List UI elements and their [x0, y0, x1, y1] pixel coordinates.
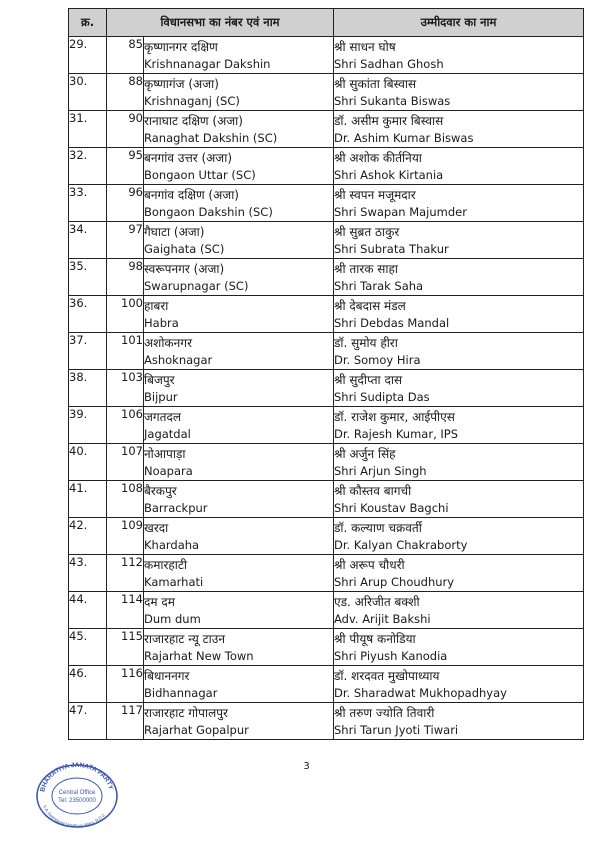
constituency-cell — [144, 592, 334, 629]
candidate-name-english: Shri Piyush Kanodia — [334, 649, 448, 663]
constituency-number: 112 — [107, 555, 144, 592]
constituency-cell — [144, 370, 334, 407]
candidate-cell — [334, 407, 584, 444]
candidate-cell — [334, 518, 584, 555]
constituency-name-english: Bongaon Dakshin (SC) — [144, 205, 273, 219]
constituency-cell — [144, 111, 334, 148]
constituency-number: 108 — [107, 481, 144, 518]
constituency-name-hindi: नोआपाड़ा — [144, 447, 186, 461]
constituency-name-hindi: दम दम — [144, 595, 175, 609]
serial-number: 36. — [69, 296, 107, 333]
constituency-cell — [144, 518, 334, 555]
serial-number: 45. — [69, 629, 107, 666]
constituency-cell — [144, 333, 334, 370]
serial-number: 32. — [69, 148, 107, 185]
candidate-name-english: Adv. Arijit Bakshi — [334, 612, 431, 626]
constituency-number: 106 — [107, 407, 144, 444]
candidate-name-hindi: श्री तरुण ज्योति तिवारी — [334, 706, 435, 720]
table-row — [69, 518, 584, 555]
constituency-name-english: Noapara — [144, 464, 193, 478]
table-row — [69, 296, 584, 333]
candidate-name-hindi: डॉ. राजेश कुमार, आईपीएस — [334, 410, 455, 424]
constituency-name-hindi: खरदा — [144, 521, 169, 535]
table-row — [69, 37, 584, 74]
candidate-cell — [334, 185, 584, 222]
candidate-name-english: Dr. Sharadwat Mukhopadhyay — [334, 686, 507, 700]
constituency-number: 115 — [107, 629, 144, 666]
constituency-cell — [144, 185, 334, 222]
candidate-name-hindi: श्री कौस्तव बागची — [334, 484, 412, 498]
candidate-name-english: Dr. Rajesh Kumar, IPS — [334, 427, 459, 441]
constituency-cell — [144, 296, 334, 333]
serial-number: 37. — [69, 333, 107, 370]
constituency-name-english: Habra — [144, 316, 179, 330]
table-row — [69, 370, 584, 407]
constituency-name-english: Rajarhat Gopalpur — [144, 723, 249, 737]
candidate-name-hindi: श्री तारक साहा — [334, 262, 399, 276]
table-row — [69, 555, 584, 592]
constituency-cell — [144, 74, 334, 111]
constituency-name-english: Khardaha — [144, 538, 200, 552]
constituency-cell — [144, 703, 334, 740]
table-row — [69, 222, 584, 259]
table-row — [69, 407, 584, 444]
candidate-name-english: Shri Debdas Mandal — [334, 316, 450, 330]
table-row — [69, 481, 584, 518]
constituency-name-hindi: कृष्णानगर दक्षिण — [144, 40, 218, 54]
serial-number: 34. — [69, 222, 107, 259]
constituency-name-hindi: राजारहाट न्यू टाउन — [144, 632, 225, 646]
constituency-number: 96 — [107, 185, 144, 222]
candidate-cell — [334, 370, 584, 407]
candidate-name-hindi: डॉ. असीम कुमार बिस्वास — [334, 114, 444, 128]
page-number: 3 — [303, 761, 310, 772]
constituency-name-hindi: रानाघाट दक्षिण (अजा) — [144, 114, 243, 128]
table-row — [69, 185, 584, 222]
candidate-cell — [334, 222, 584, 259]
constituency-number: 85 — [107, 37, 144, 74]
candidate-name-hindi: श्री अरूप चौधरी — [334, 558, 405, 572]
candidate-cell — [334, 37, 584, 74]
constituency-cell — [144, 629, 334, 666]
constituency-number: 100 — [107, 296, 144, 333]
constituency-name-hindi: राजारहाट गोपालपुर — [144, 706, 228, 720]
constituency-name-hindi: बनगांव उत्तर (अजा) — [144, 151, 232, 165]
candidate-cell — [334, 592, 584, 629]
candidate-name-english: Shri Arup Choudhury — [334, 575, 455, 589]
candidate-name-hindi: श्री स्वपन मजूमदार — [334, 188, 416, 202]
constituency-name-english: Barrackpur — [144, 501, 208, 515]
party-seal-stamp — [34, 758, 120, 828]
candidate-name-hindi: श्री सुदीप्ता दास — [334, 373, 403, 387]
constituency-name-english: Ashoknagar — [144, 353, 213, 367]
table-row — [69, 333, 584, 370]
constituency-name-english: Jagatdal — [144, 427, 191, 441]
candidate-cell — [334, 481, 584, 518]
candidate-name-hindi: श्री अशोक कीर्तनिया — [334, 151, 422, 165]
serial-number: 40. — [69, 444, 107, 481]
serial-number: 42. — [69, 518, 107, 555]
candidate-name-hindi: डॉ. शरदवत मुखोपाध्याय — [334, 669, 440, 683]
serial-number: 44. — [69, 592, 107, 629]
constituency-name-hindi: कृष्णागंज (अजा) — [144, 77, 219, 91]
constituency-number: 98 — [107, 259, 144, 296]
table-header-row — [69, 9, 584, 37]
constituency-number: 101 — [107, 333, 144, 370]
seal-bottom-text: 6-A, Deendayal Upadhyay Marg, N.D-2 — [42, 804, 106, 828]
serial-number: 30. — [69, 74, 107, 111]
candidate-name-hindi: श्री साधन घोष — [334, 40, 396, 54]
candidate-cell — [334, 555, 584, 592]
candidate-name-hindi: श्री पीयूष कनोडिया — [334, 632, 416, 646]
constituency-name-english: Swarupnagar (SC) — [144, 279, 249, 293]
serial-number: 38. — [69, 370, 107, 407]
constituency-name-english: Bidhannagar — [144, 686, 218, 700]
seal-inner-ring — [52, 778, 102, 814]
constituency-name-english: Ranaghat Dakshin (SC) — [144, 131, 278, 145]
constituency-cell — [144, 444, 334, 481]
constituency-name-english: Dum dum — [144, 612, 201, 626]
constituency-number: 97 — [107, 222, 144, 259]
table-row — [69, 74, 584, 111]
constituency-cell — [144, 666, 334, 703]
candidate-name-english: Shri Sudipta Das — [334, 390, 430, 404]
constituency-name-hindi: बनगांव दक्षिण (अजा) — [144, 188, 239, 202]
seal-outer-text: BHARATIYA JANATA PARTY — [39, 761, 115, 793]
candidate-cell — [334, 259, 584, 296]
constituency-name-english: Rajarhat New Town — [144, 649, 254, 663]
constituency-cell — [144, 259, 334, 296]
constituency-number: 90 — [107, 111, 144, 148]
candidate-cell — [334, 74, 584, 111]
candidate-name-hindi: श्री सुब्रत ठाकुर — [334, 225, 400, 239]
candidate-name-english: Shri Arjun Singh — [334, 464, 427, 478]
candidate-name-english: Dr. Kalyan Chakraborty — [334, 538, 468, 552]
constituency-number: 103 — [107, 370, 144, 407]
serial-number: 39. — [69, 407, 107, 444]
serial-number: 33. — [69, 185, 107, 222]
candidate-name-english: Shri Tarun Jyoti Tiwari — [334, 723, 459, 737]
serial-number: 41. — [69, 481, 107, 518]
candidate-name-english: Shri Ashok Kirtania — [334, 168, 444, 182]
candidate-name-hindi: डॉ. कल्याण चक्रवर्ती — [334, 521, 422, 535]
constituency-number: 95 — [107, 148, 144, 185]
candidate-cell — [334, 296, 584, 333]
serial-number: 31. — [69, 111, 107, 148]
serial-number: 35. — [69, 259, 107, 296]
constituency-number: 117 — [107, 703, 144, 740]
constituency-name-english: Bongaon Uttar (SC) — [144, 168, 256, 182]
table-row — [69, 629, 584, 666]
candidate-name-hindi: एड. अरिजीत बक्शी — [334, 595, 420, 609]
candidate-name-english: Shri Koustav Bagchi — [334, 501, 449, 515]
table-row — [69, 148, 584, 185]
candidate-cell — [334, 111, 584, 148]
candidate-name-english: Shri Sukanta Biswas — [334, 94, 451, 108]
table-row — [69, 703, 584, 740]
constituency-number: 109 — [107, 518, 144, 555]
constituency-name-hindi: हाबरा — [144, 299, 169, 313]
constituency-number: 114 — [107, 592, 144, 629]
constituency-name-english: Krishnanagar Dakshin — [144, 57, 271, 71]
constituency-name-hindi: स्वरूपनगर (अजा) — [144, 262, 225, 276]
serial-number: 46. — [69, 666, 107, 703]
seal-inner-line1: Central Office — [58, 790, 96, 796]
constituency-number: 116 — [107, 666, 144, 703]
constituency-name-hindi: अशोकनगर — [144, 336, 192, 350]
seal-inner-line2: Tel: 23500000 — [58, 798, 96, 804]
candidate-name-hindi: श्री देबदास मंडल — [334, 299, 406, 313]
constituency-cell — [144, 407, 334, 444]
candidate-cell — [334, 333, 584, 370]
candidate-name-hindi: श्री सुकांता बिस्वास — [334, 77, 417, 91]
constituency-name-hindi: कमारहाटी — [144, 558, 188, 572]
table-row — [69, 444, 584, 481]
constituency-cell — [144, 222, 334, 259]
constituency-cell — [144, 37, 334, 74]
serial-number: 43. — [69, 555, 107, 592]
candidate-name-english: Dr. Somoy Hira — [334, 353, 421, 367]
constituency-name-hindi: बिधाननगर — [144, 669, 190, 683]
serial-number: 47. — [69, 703, 107, 740]
constituency-name-hindi: गैघाटा (अजा) — [144, 225, 205, 239]
table-row — [69, 111, 584, 148]
constituency-name-hindi: बैरकपुर — [144, 484, 177, 498]
candidate-cell — [334, 703, 584, 740]
table-row — [69, 259, 584, 296]
candidate-cell — [334, 629, 584, 666]
constituency-cell — [144, 148, 334, 185]
candidate-name-english: Shri Subrata Thakur — [334, 242, 449, 256]
constituency-number: 88 — [107, 74, 144, 111]
constituency-name-english: Bijpur — [144, 390, 178, 404]
constituency-number: 107 — [107, 444, 144, 481]
constituency-cell — [144, 481, 334, 518]
table-row — [69, 666, 584, 703]
candidate-table — [68, 8, 584, 740]
serial-number: 29. — [69, 37, 107, 74]
candidate-name-english: Dr. Ashim Kumar Biswas — [334, 131, 474, 145]
candidate-cell — [334, 666, 584, 703]
candidate-cell — [334, 148, 584, 185]
constituency-name-english: Kamarhati — [144, 575, 204, 589]
constituency-name-english: Gaighata (SC) — [144, 242, 225, 256]
constituency-name-hindi: बिजपुर — [144, 373, 175, 387]
header-candidate: उम्मीदवार का नाम — [334, 9, 584, 37]
constituency-name-english: Krishnaganj (SC) — [144, 94, 240, 108]
candidate-name-english: Shri Sadhan Ghosh — [334, 57, 444, 71]
table-row — [69, 592, 584, 629]
candidate-cell — [334, 444, 584, 481]
constituency-cell — [144, 555, 334, 592]
header-serial: क्र. — [69, 9, 107, 37]
candidate-name-english: Shri Tarak Saha — [334, 279, 424, 293]
candidate-name-english: Shri Swapan Majumder — [334, 205, 467, 219]
header-constituency: विधानसभा का नंबर एवं नाम — [107, 9, 334, 37]
candidate-name-hindi: डॉ. सुमोय हीरा — [334, 336, 398, 350]
candidate-name-hindi: श्री अर्जुन सिंह — [334, 447, 396, 461]
constituency-name-hindi: जगतदल — [144, 410, 182, 424]
